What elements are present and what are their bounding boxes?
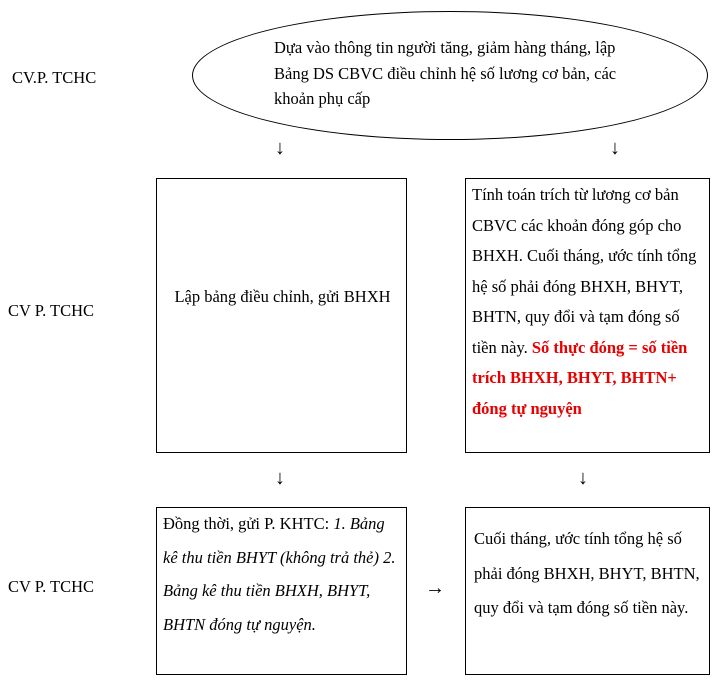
calc-box-highlight: Số thực đóng = số tiền trích BHXH, BHYT, BHTN+ đóng tự nguyện [472,337,688,418]
arrow-down-left-1: ↓ [275,137,285,159]
send-box-items: 1. Bảng kê thu tiền BHYT (không trả thẻ) 2. Bảng kê thu tiền BHXH, BHYT, BHTN đóng tự nguyện. [163,514,396,634]
start-ellipse-text: Dựa vào thông tin người tăng, giảm hàng tháng, lập Bảng DS CBVC điều chỉnh hệ số lương cơ bản, các khoản phụ cấp [274,38,617,108]
role-label-row3: CV P. TCHC [8,577,95,596]
send-box-content [163,507,403,641]
send-box-lead: Đồng thời, gửi P. KHTC: [163,514,330,533]
estimate-box-text: Cuối tháng, ước tính tổng hệ số phải đóng BHXH, BHYT, BHTN, quy đổi và tạm đóng số tiền này. [474,529,700,617]
calc-box-content [472,180,704,424]
arrow-down-right-1: ↓ [610,137,620,159]
arrow-down-right-2: ↓ [578,467,588,489]
calc-box-text: Tính toán trích từ lương cơ bản CBVC các khoản đóng góp cho BHXH. Cuối tháng, ước tính tổng hệ số phải đóng BHXH, BHYT, BHTN, quy đổi và tạm đóng số tiền này. [472,185,697,357]
arrow-right: → [425,577,445,599]
adjust-box [156,178,407,453]
arrow-down-left-2: ↓ [275,467,285,489]
role-label-row2: CV P. TCHC [8,301,95,320]
adjust-box-text: Lập bảng điều chỉnh, gửi BHXH [174,287,391,306]
role-label-row1: CV.P. TCHC [12,68,97,87]
